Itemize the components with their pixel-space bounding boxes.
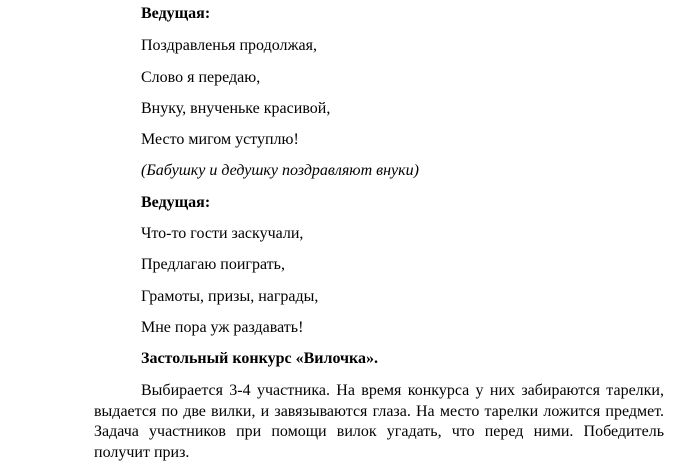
contest-title: Застольный конкурс «Вилочка». [141, 350, 379, 367]
contest-description: Выбирается 3-4 участника. На время конкурса у них забираются тарелки, выдается по две вилки, и завязываются глаза. На место тарелки ложится предмет. Задача участников при помощи вилок угадать, что перед ними. Победитель получит приз. [94, 382, 664, 461]
verse-line: Предлагаю поиграть, [141, 256, 285, 273]
verse-line: Внуку, внученьке красивой, [141, 100, 331, 117]
verse-line: Что-то гости заскучали, [141, 225, 304, 242]
verse-line: Грамоты, призы, награды, [141, 288, 319, 305]
verse-line: Место мигом уступлю! [141, 131, 299, 148]
verse-line: Слово я передаю, [141, 69, 261, 86]
verse-line: Мне пора уж раздавать! [141, 319, 304, 336]
speaker-heading: Ведущая: [141, 5, 211, 22]
stage-direction: (Бабушку и дедушку поздравляют внуки) [141, 162, 419, 179]
verse-line: Поздравленья продолжая, [141, 37, 318, 54]
speaker-heading: Ведущая: [141, 194, 211, 211]
